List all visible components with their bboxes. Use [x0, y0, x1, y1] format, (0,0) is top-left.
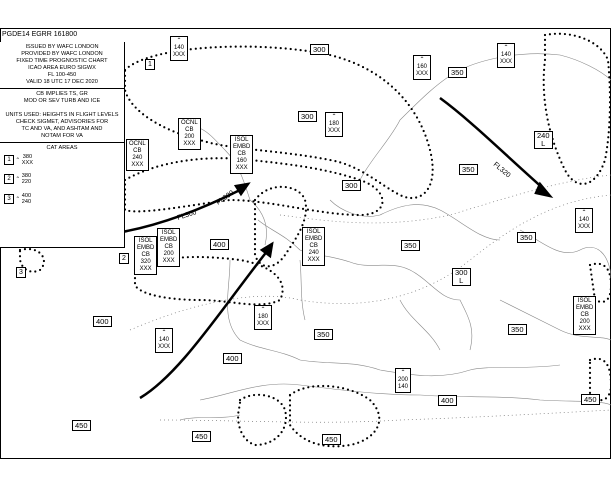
tropopause-level: 450 — [192, 431, 211, 442]
legend-line: ICAO AREA EURO SIGWX — [28, 65, 96, 71]
legend-panel — [0, 42, 125, 248]
cat-title: CAT AREAS — [46, 145, 78, 151]
cb-label: ISOL EMBD CB 200 XXX — [157, 228, 180, 267]
tropopause-level: 400 — [210, 239, 229, 250]
cat-entry-2: 2 ⌃ 380 220 — [4, 173, 31, 185]
cat-marker-2: 2 — [119, 253, 129, 264]
tropopause-level: 400 — [223, 353, 242, 364]
tropopause-level: 450 — [72, 420, 91, 431]
legend-line: FIXED TIME PROGNOSTIC CHART — [16, 58, 108, 64]
notes-block — [0, 88, 124, 142]
cat-marker-1: 1 — [145, 59, 155, 70]
cat-label: ⌃ 140 XXX — [497, 43, 515, 68]
legend-line: FL 100-450 — [47, 72, 77, 78]
tropopause-level: 450 — [581, 394, 600, 405]
cat-label: ⌃ 180 XXX — [254, 305, 272, 330]
cat-label: ⌃ 200 140 — [395, 368, 411, 393]
tropopause-level: 300 — [342, 180, 361, 191]
legend-line: MOD OR SEV TURB AND ICE — [23, 98, 101, 104]
legend-line: TC AND VA, AND ASHTAM AND — [21, 126, 103, 132]
tropopause-level: 450 — [322, 434, 341, 445]
cb-label: ISOL EMBD CB 320 XXX — [134, 236, 157, 275]
tropopause-level: 300 — [298, 111, 317, 122]
cat-label: ⌃ 140 XXX — [155, 328, 173, 353]
legend-line: CHECK SIGMET, ADVISORIES FOR — [15, 119, 109, 125]
tropopause-level: 350 — [517, 232, 536, 243]
legend-line: PROVIDED BY WAFC LONDON — [21, 51, 103, 57]
cat-label: ⌃ 140 XXX — [170, 36, 188, 61]
cb-label: OCNL CB 240 XXX — [126, 139, 149, 171]
cat-label: ⌃ 180 XXX — [325, 112, 343, 137]
tropopause-level: 350 — [459, 164, 478, 175]
tropopause-level: 350 — [401, 240, 420, 251]
tropopause-level: 400 — [438, 395, 457, 406]
jet-label: FL320 — [491, 161, 512, 180]
tropopause-level: 400 — [93, 316, 112, 327]
chart-header: PGDE14 EGRR 161800 — [2, 31, 78, 38]
cat-entry-1: 1 ⌃ 380 XXX — [4, 154, 33, 166]
cb-label: ISOL EMBD CB 160 XXX — [230, 135, 253, 174]
cat-label: ⌃ 160 XXX — [413, 55, 431, 80]
cb-label: ISOL EMBD CB 200 XXX — [573, 296, 596, 335]
tropopause-level: 350 — [508, 324, 527, 335]
tropopause-low: 300 L — [452, 268, 471, 286]
tropopause-high: 240 L — [534, 131, 553, 149]
cat-marker-3: 3 — [16, 267, 26, 278]
jet-label: FL300 — [215, 189, 236, 207]
tropopause-level: 350 — [314, 329, 333, 340]
cb-label: OCNL CB 200 XXX — [178, 118, 201, 150]
cat-block — [0, 142, 124, 227]
cat-label: ⌃ 140 XXX — [575, 208, 593, 233]
tropopause-level: 350 — [448, 67, 467, 78]
legend-line: CB IMPLIES TS, GR — [36, 91, 88, 97]
tropopause-level: 300 — [310, 44, 329, 55]
cb-label: ISOL EMBD CB 240 XXX — [302, 227, 325, 266]
legend-line: NOTAM FOR VA — [41, 133, 83, 139]
issued-block — [0, 42, 124, 88]
jet-label: FL300 — [176, 209, 198, 222]
cat-entry-3: 3 ⌃ 400 240 — [4, 193, 31, 205]
legend-line: VALID 18 UTC 17 DEC 2020 — [26, 79, 98, 85]
legend-line: UNITS USED: HEIGHTS IN FLIGHT LEVELS — [5, 112, 119, 118]
legend-line: ISSUED BY WAFC LONDON — [25, 44, 99, 50]
